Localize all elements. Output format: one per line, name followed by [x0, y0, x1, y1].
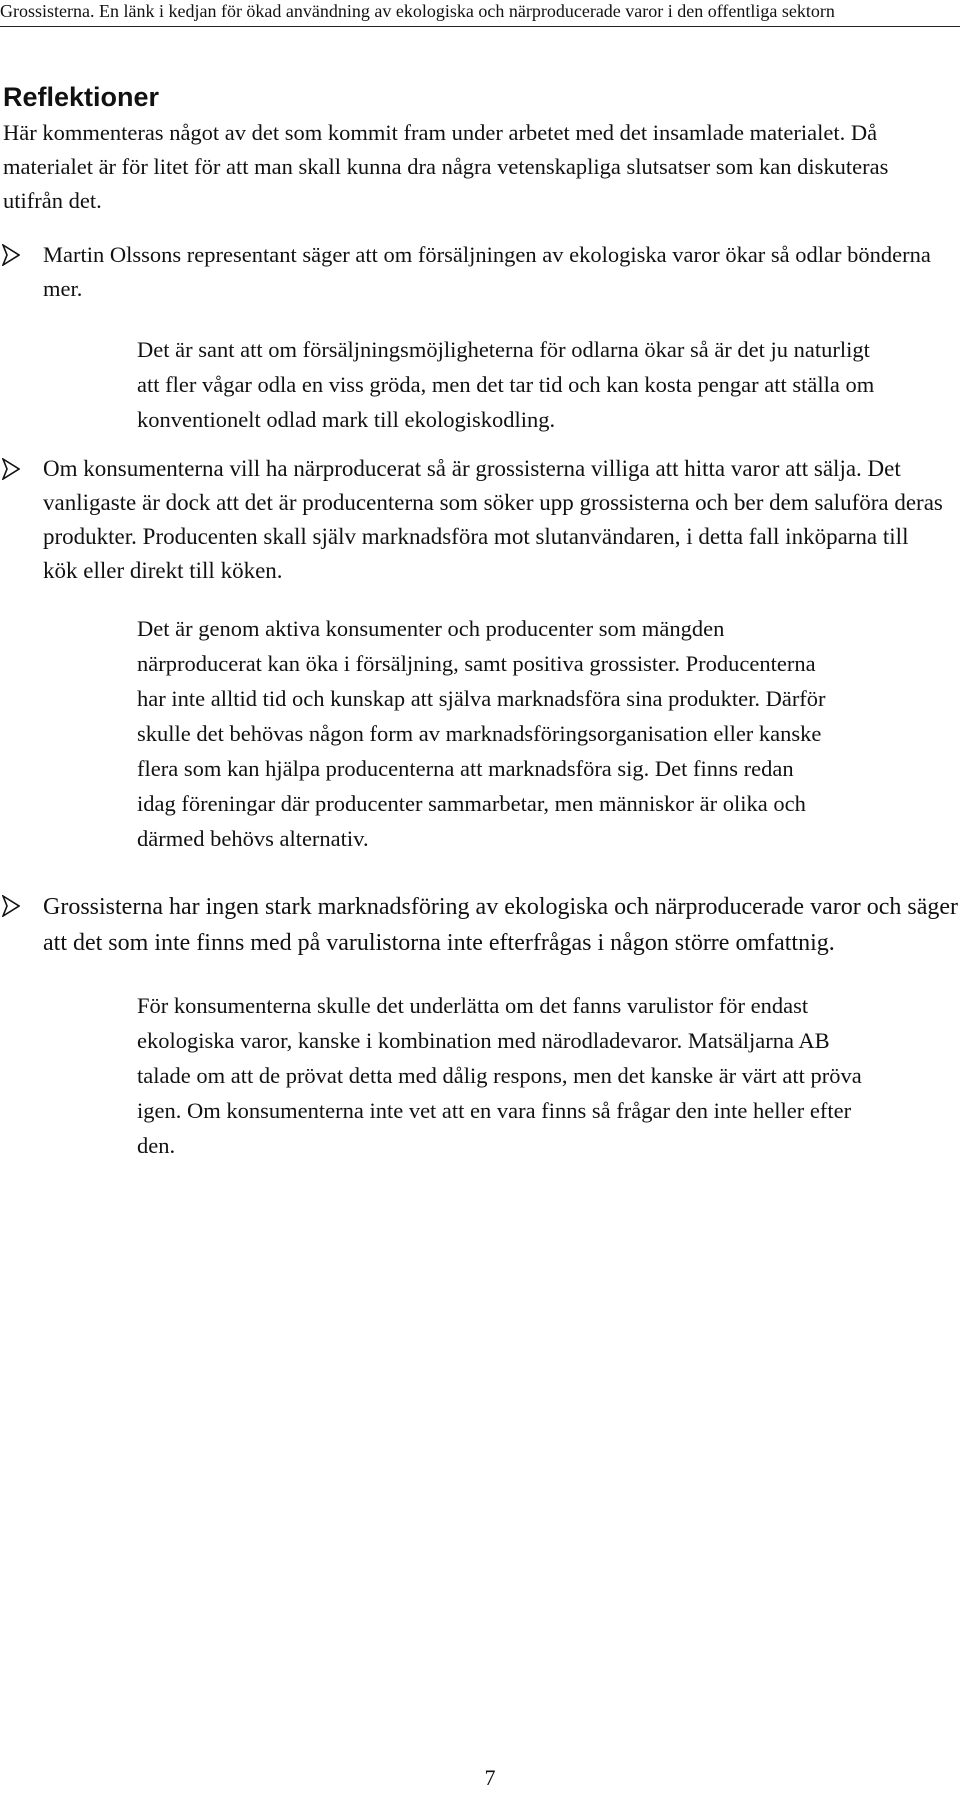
bullet-text: Grossisterna har ingen stark marknadsföring av ekologiska och närproducerade varor och säger att det som inte finns med på varulistorna inte efterfrågas i någon större omfattnig.	[43, 894, 958, 956]
bullet-item	[0, 889, 960, 961]
running-header	[0, 0, 960, 27]
arrow-bullet-icon	[2, 244, 20, 266]
comment-paragraph: Det är sant att om försäljningsmöjligheterna för odlarna ökar så är det ju naturligt att fler vågar odla en viss gröda, men det tar tid och kan kosta pengar att ställa om konventionelt odlad mark till ekologiskodling.	[137, 337, 875, 432]
bullet-item	[0, 238, 948, 306]
running-title: Grossisterna. En länk i kedjan för ökad användning av ekologiska och närproducerade varor i den offentliga sektorn	[0, 1, 835, 21]
arrow-bullet-icon	[2, 458, 20, 480]
comment-paragraph: Det är genom aktiva konsumenter och producenter som mängden närproducerat kan öka i försäljning, samt positiva grossister. Producenterna har inte alltid tid och kunskap att själva marknadsföra sina produkter. Därför skulle det behövas någon form av marknadsföringsorganisation eller kanske flera som kan hjälpa producenterna att marknadsföra sig. Det finns redan idag föreningar där producenter sammarbetar, men människor är olika och därmed behövs alternativ.	[137, 616, 826, 851]
page-body	[0, 78, 960, 1163]
section-heading: Reflektioner	[3, 82, 160, 112]
bullet-text: Martin Olssons representant säger att om försäljningen av ekologiska varor ökar så odlar bönderna mer.	[43, 242, 931, 301]
page-number	[0, 1765, 960, 1791]
comment-paragraph: För konsumenterna skulle det underlätta om det fanns varulistor för endast ekologiska varor, kanske i kombination med närodladevaror. Matsäljarna AB talade om att de prövat detta med dålig respons, men det kanske är värt att pröva igen. Om konsumenterna inte vet att en vara finns så frågar den inte heller efter den.	[137, 993, 862, 1158]
page-number-text: 7	[484, 1765, 496, 1790]
bullet-item	[0, 452, 948, 588]
arrow-bullet-icon	[2, 895, 20, 917]
bullet-text: Om konsumenterna vill ha närproducerat så är grossisterna villiga att hitta varor att sälja. Det vanligaste är dock att det är producenterna som söker upp grossisterna och ber dem saluföra deras produkter. Producenten skall själv marknadsföra mot slutanvändaren, i detta fall inköparna till kök eller direkt till köken.	[43, 456, 943, 583]
intro-paragraph: Här kommenteras något av det som kommit fram under arbetet med det insamlade materialet. Då materialet är för litet för att man skall kunna dra några vetenskapliga slutsatser som kan diskuteras utifrån det.	[3, 120, 889, 213]
